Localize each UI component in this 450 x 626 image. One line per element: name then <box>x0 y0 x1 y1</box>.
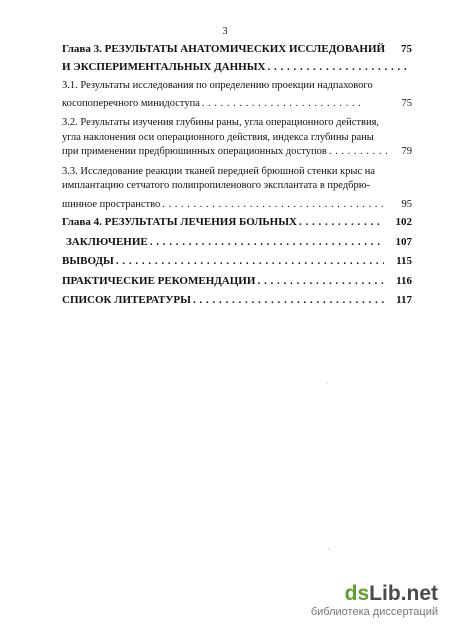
toc-page-number: 107 <box>395 235 412 248</box>
toc-page-number: 79 <box>401 146 412 157</box>
toc-recommendations <box>62 274 412 289</box>
toc-entry-text: при применении предбрюшинных операционных доступов <box>62 146 327 157</box>
toc-findings <box>62 254 412 269</box>
scan-mark: ' <box>328 548 330 554</box>
toc-page-number: 75 <box>401 43 412 55</box>
dot-leader <box>150 235 384 250</box>
toc-page-number: 116 <box>396 274 412 287</box>
toc-page-number: 117 <box>396 294 412 306</box>
toc-page-number: 115 <box>396 255 412 267</box>
toc-entry-text: угла наклонения оси операционного действия, индекса глубины раны <box>62 131 374 143</box>
toc-entry-text: Глава 4. РЕЗУЛЬТАТЫ ЛЕЧЕНИЯ БОЛЬНЫХ <box>62 216 297 228</box>
toc-entry-text: 3.1. Результаты исследования по определению проекции надпахового <box>62 80 373 91</box>
toc-entry-text: косопоперечного минидоступа <box>62 97 200 109</box>
toc-section-3-3 <box>62 165 412 180</box>
dot-leader <box>193 293 384 308</box>
table-of-contents <box>62 42 412 308</box>
dslib-watermark <box>311 583 438 618</box>
toc-entry-text: СПИСОК ЛИТЕРАТУРЫ <box>62 294 191 306</box>
dot-leader <box>299 215 384 230</box>
toc-section-3-2-cont2 <box>62 145 412 160</box>
toc-page-number: 95 <box>401 198 412 210</box>
toc-entry-text: имплантацию сетчатого полипропиленового эксплантата в предбрю- <box>62 180 371 191</box>
watermark-subtitle: библиотека диссертаций <box>310 606 438 618</box>
toc-entry-text: 3.2. Результаты изучения глубины раны, угла операционного действия, <box>62 117 380 128</box>
dot-leader <box>162 198 387 213</box>
toc-chapter-4 <box>62 215 412 230</box>
dot-leader <box>116 254 384 269</box>
dslib-logo <box>311 583 438 605</box>
toc-chapter-3-title <box>62 42 412 57</box>
toc-conclusion <box>62 235 412 250</box>
toc-entry-text: ВЫВОДЫ <box>62 255 114 267</box>
toc-entry-text: ЗАКЛЮЧЕНИЕ <box>66 235 148 248</box>
scan-mark: ' <box>327 382 329 388</box>
toc-section-3-1-cont <box>62 97 412 112</box>
logo-ds: ds <box>344 582 370 605</box>
toc-entry-text: Глава 3. РЕЗУЛЬТАТЫ АНАТОМИЧЕСКИХ ИССЛЕДОВАНИЙ <box>62 43 386 55</box>
dot-leader <box>257 274 384 289</box>
toc-section-3-2 <box>62 116 412 131</box>
toc-entry-text: 3.3. Исследование реакции тканей передней брюшной стенки крыс на <box>62 165 376 177</box>
toc-page-number: 102 <box>395 216 412 228</box>
toc-section-3-1 <box>62 79 412 94</box>
toc-references <box>62 293 412 308</box>
toc-chapter-3-title-cont <box>62 60 412 75</box>
toc-section-3-3-cont2 <box>62 198 412 213</box>
toc-section-3-2-cont1 <box>62 131 412 146</box>
toc-section-3-3-cont1 <box>62 179 412 194</box>
toc-entry-text: И ЭКСПЕРИМЕНТАЛЬНЫХ ДАННЫХ <box>62 60 266 73</box>
logo-net: .net <box>400 582 438 605</box>
dot-leader <box>329 145 388 160</box>
toc-entry-text: ПРАКТИЧЕСКИЕ РЕКОМЕНДАЦИИ <box>62 274 256 287</box>
dot-leader <box>202 97 362 112</box>
logo-lib: Lib <box>369 582 401 605</box>
toc-page-number: 75 <box>401 97 412 109</box>
toc-entry-text: шинное пространство <box>62 198 161 210</box>
dot-leader <box>267 60 410 75</box>
page-number: 3 <box>222 26 228 37</box>
